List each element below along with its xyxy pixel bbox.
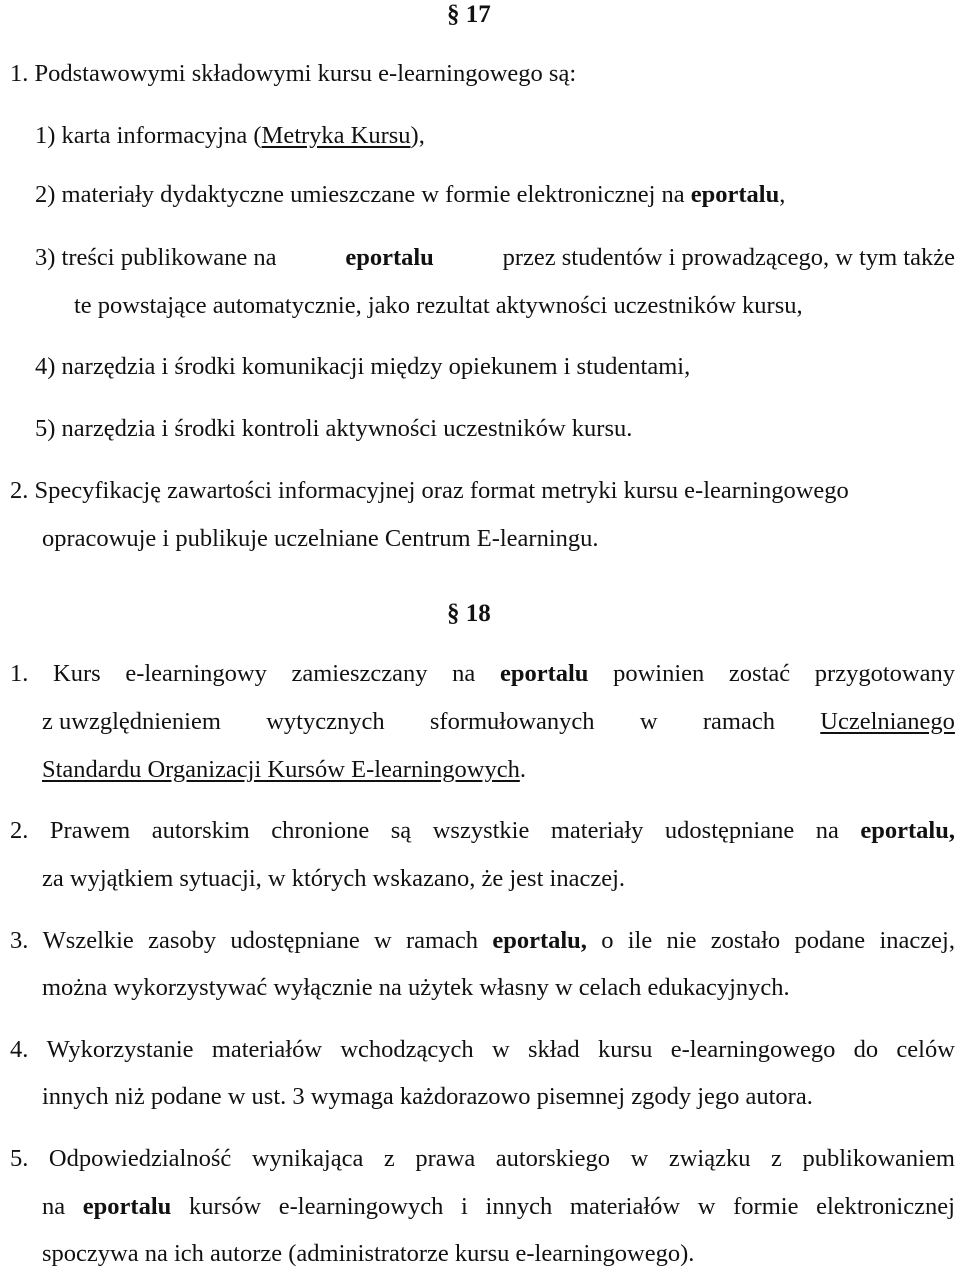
word: Prawem [49,817,131,844]
eportal-brand: eportalu [690,181,780,208]
word: prawa [415,1145,476,1172]
s18-p2-line-2: za wyjątkiem sytuacji, w których wskazano, że jest inaczej. [42,865,626,892]
word: formie [733,1193,799,1220]
word: Wykorzystanie [46,1036,194,1063]
word: udostępniane [230,927,360,954]
s17-item-1-suffix: ), [410,122,425,149]
word: Kurs [53,660,101,687]
word: z [383,1145,395,1172]
word: z uwzględnieniem [42,708,221,735]
eportal-brand: eportalu, [860,817,955,844]
word: skład [527,1036,580,1063]
word: materiałów [211,1036,323,1063]
word: przygotowany [814,660,955,687]
metryka-kursu-link[interactable]: Metryka Kursu [261,122,411,149]
word: o [601,927,614,954]
word: e-learningowego [670,1036,836,1063]
s18-p3-line-1 [10,929,955,954]
word: zamieszczany [291,660,428,687]
word: powinien [613,660,705,687]
s17-paragraph-2-line-1: 2. Specyfikację zawartości informacyjnej oraz format metryki kursu e-learningowego [10,477,849,504]
word: wytycznych [266,708,385,735]
section-18-heading: § 18 [447,600,491,627]
word: 2. [10,817,29,844]
word: związku [668,1145,751,1172]
s18-p4-line-2: innych niż podane w ust. 3 wymaga każdorazowo pisemnej zgody jego autora. [42,1083,813,1110]
word: 1. [10,660,29,687]
eportal-brand: eportalu [499,660,589,687]
word: ile [627,927,653,954]
word: podane [794,927,866,954]
word: Odpowiedzialność [48,1145,232,1172]
word: zostało [710,927,781,954]
s17-item-2 [35,183,785,208]
s18-p1-line-1 [10,662,955,687]
s18-p5-line-3: spoczywa na ich autorze (administratorze kursu e-learningowego). [42,1240,695,1267]
s17-item-3-part-a: 3) treści publikowane na [35,244,277,271]
word: do [853,1036,879,1063]
word: inaczej, [879,927,955,954]
word: sformułowanych [429,708,595,735]
word: celów [896,1036,955,1063]
word: ramach [702,708,775,735]
word: materiałów [569,1193,681,1220]
word: na [815,817,839,844]
word: chronione [271,817,370,844]
word: materiały [550,817,644,844]
word: e-learningowy [125,660,267,687]
word: 5. [10,1145,29,1172]
word: w [630,1145,649,1172]
word: na [42,1193,66,1220]
word: zasoby [148,927,217,954]
word: innych [485,1193,553,1220]
s17-item-1-text: 1) karta informacyjna ( [35,122,262,149]
word: z [771,1145,782,1172]
eportal-brand: eportalu [345,244,434,271]
word: kursów [188,1193,262,1220]
s17-item-2-suffix: , [779,181,786,208]
s17-item-5: 5) narzędzia i środki kontroli aktywności uczestników kursu. [35,415,633,442]
word: wynikająca [251,1145,364,1172]
word: e-learningowych [278,1193,444,1220]
s18-p3-line-2: można wykorzystywać wyłącznie na użytek własny w celach edukacyjnych. [42,974,790,1001]
s17-item-2-text: 2) materiały dydaktyczne umieszczane w formie elektronicznej na [35,181,691,208]
word: nie [666,927,697,954]
word: wchodzących [340,1036,474,1063]
word: zostać [728,660,791,687]
word: publikowaniem [802,1145,955,1172]
word: 3. [10,927,29,954]
s18-p1-line-2 [42,710,955,735]
word: w [639,708,658,735]
word: autorskim [151,817,250,844]
word: udostępniane [664,817,795,844]
s18-p2-line-1 [10,819,955,844]
standard-link[interactable]: Standardu Organizacji Kursów E-learningowych [42,756,520,783]
word: na [452,660,476,687]
s18-p1-line-3 [42,758,526,783]
section-17-heading: § 17 [447,1,491,28]
s18-p5-line-1 [10,1147,955,1172]
word: Wszelkie [42,927,134,954]
s17-paragraph-2-line-2: opracowuje i publikuje uczelniane Centrum E-learningu. [42,525,599,552]
word: w [697,1193,716,1220]
eportal-brand: eportalu, [492,927,587,954]
word: ramach [405,927,479,954]
s18-p5-line-2 [42,1195,955,1220]
word: są [390,817,412,844]
word: kursu [597,1036,653,1063]
s17-item-4: 4) narzędzia i środki komunikacji między opiekunem i studentami, [35,353,691,380]
s17-item-1 [35,124,425,149]
eportal-brand: eportalu [82,1193,172,1220]
word: 4. [10,1036,29,1063]
period: . [519,756,526,783]
word: autorskiego [495,1145,611,1172]
s18-p4-line-1 [10,1038,955,1063]
s17-item-3-part-b: przez studentów i prowadzącego, w tym także [502,244,955,271]
word: elektronicznej [816,1193,955,1220]
word: w [373,927,392,954]
s17-p1-intro: 1. Podstawowymi składowymi kursu e-learningowego są: [10,60,577,87]
s17-item-3-line-1 [35,246,955,271]
word: i [461,1193,468,1220]
word: w [491,1036,510,1063]
s17-item-3-line-2: te powstające automatycznie, jako rezultat aktywności uczestników kursu, [74,292,803,319]
uczelnianego-standard-link[interactable]: Uczelnianego [820,708,955,735]
word: wszystkie [432,817,530,844]
